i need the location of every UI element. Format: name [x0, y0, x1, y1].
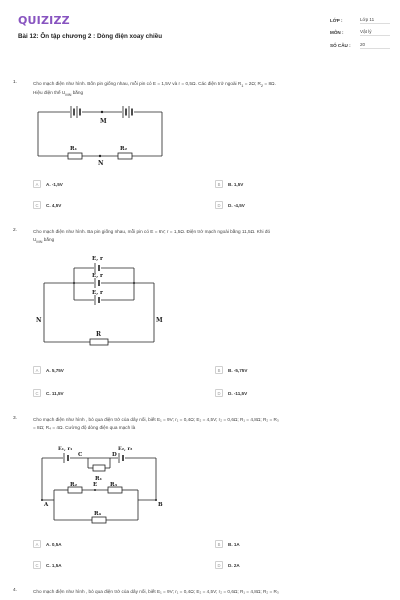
label-m: M — [100, 118, 107, 125]
label-b: B — [158, 502, 163, 508]
q1-option-b[interactable]: B B. 1,5V — [215, 180, 243, 188]
q2-option-a[interactable]: A A. 5,75V — [33, 366, 64, 374]
worksheet-title: Bài 12: Ôn tập chương 2 : Dòng điện xoay chiều — [18, 33, 163, 40]
question-number: 4. — [13, 588, 18, 593]
label-n: N — [98, 160, 104, 167]
meta-question-count: SỐ CÂU : 20 — [330, 39, 390, 52]
question-number: 3. — [13, 416, 18, 421]
label-e1r1: E₁, r₁ — [58, 446, 73, 452]
q3-option-c[interactable]: C C. 1,5A — [33, 561, 62, 569]
label-d: D — [112, 452, 117, 458]
circuit-figure-2 — [34, 250, 164, 355]
label-r2: R₂ — [70, 482, 77, 488]
label-r4: R₄ — [94, 511, 101, 517]
worksheet-header — [0, 0, 400, 62]
q1-option-a[interactable]: A A. -1,5V — [33, 180, 63, 188]
label-r1: R₁ — [70, 146, 77, 152]
q3-option-b[interactable]: B B. 1A — [215, 540, 240, 548]
question-number: 2. — [13, 228, 18, 233]
q3-option-a[interactable]: A A. 0,5A — [33, 540, 62, 548]
circuit-figure-3 — [38, 440, 168, 528]
label-er-1: E, r — [92, 256, 103, 262]
q3-option-d[interactable]: D D. 2A — [215, 561, 240, 569]
meta-class: LỚP : Lớp 11 — [330, 14, 390, 27]
label-r2: R₂ — [120, 146, 127, 152]
label-r: R — [96, 331, 101, 338]
circuit-figure-1 — [30, 100, 170, 170]
label-e2r2: E₂, r₂ — [118, 446, 133, 452]
label-er-2: E, r — [92, 273, 103, 279]
question-text: Cho mạch điện như hình. Bốn pin giống nhau, mỗi pin có E = 1,5V và r = 0,5Ω. Các điện trở ngoài $R_1 = 2\Omega$; $R_2 = 8\Omega$. Hiệu điện thế $U_{MN}$ bằng — [33, 81, 276, 98]
label-r3: R₃ — [110, 482, 117, 488]
question-number: 1. — [13, 80, 18, 85]
label-er-3: E, r — [92, 290, 103, 296]
question-text: Cho mạch điện như hình. Ba pin giống nhau, mỗi pin có E = 6V; r = 1,5Ω. Điện trở mạch ngoài bằng 11,5Ω. Khi đó $U_{MN}$ bằng — [33, 229, 271, 244]
q1-option-d[interactable]: D D. -4,5V — [215, 201, 245, 209]
q2-option-c[interactable]: C C. 11,5V — [33, 389, 64, 397]
worksheet-meta — [330, 14, 390, 52]
q2-option-b[interactable]: B B. -5,75V — [215, 366, 247, 374]
q2-option-d[interactable]: D D. -11,5V — [215, 389, 247, 397]
label-m: M — [156, 317, 163, 324]
label-r1: R₁ — [95, 476, 102, 482]
question-text: Cho mạch điện như hình , bỏ qua điện trở của dây nối, biết E₁ = 9V; r₁ = 0,4Ω; E₂ = 4,5V; r₂ = 0,6Ω; R₁ = 4,8Ω; R₂ = R₃ — [33, 589, 279, 594]
meta-subject: MÔN : Vật lý — [330, 27, 390, 40]
label-n: N — [36, 317, 42, 324]
quizizz-logo: QUIZIZZ — [18, 14, 70, 27]
question-text: Cho mạch điện như hình , bỏ qua điện trở của dây nối, biết E₁ = 9V; r₁ = 0,4Ω; E₂ = 4,5V; r₂ = 0,6Ω; R₁ = 4,8Ω; R₂ = R₃ = 8Ω; R₄ = 4Ω. Cường độ dòng điện qua mạch là — [33, 417, 279, 430]
q1-option-c[interactable]: C C. 4,5V — [33, 201, 61, 209]
label-e: E — [93, 482, 98, 488]
label-c: C — [78, 452, 83, 458]
label-a: A — [44, 502, 49, 508]
